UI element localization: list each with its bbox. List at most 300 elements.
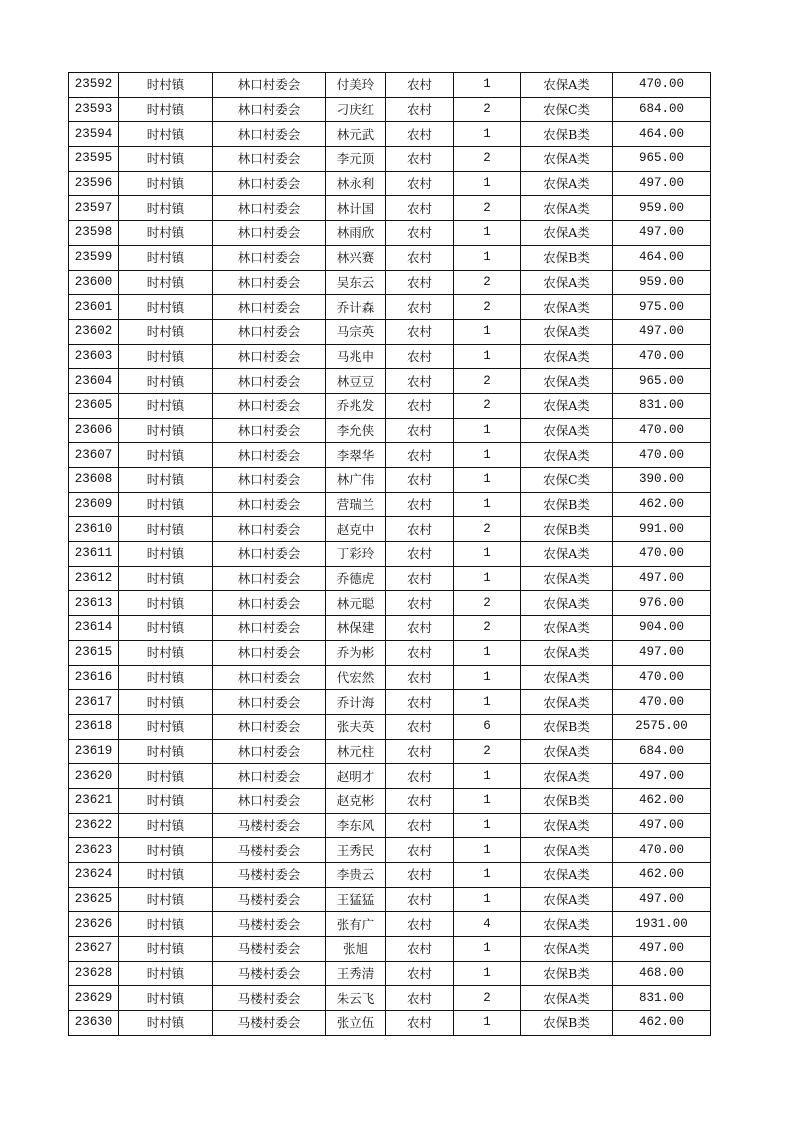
amount-cell: 976.00	[613, 591, 711, 616]
household-type-cell: 农村	[386, 221, 454, 246]
member-count-cell: 1	[454, 418, 521, 443]
serial-cell: 23610	[69, 517, 119, 542]
household-type-cell: 农村	[386, 863, 454, 888]
village-cell: 林口村委会	[213, 122, 326, 147]
table-row	[69, 443, 711, 468]
town-cell: 时村镇	[119, 97, 213, 122]
name-cell: 林永利	[326, 171, 386, 196]
member-count-cell: 1	[454, 344, 521, 369]
village-cell: 马楼村委会	[213, 986, 326, 1011]
category-cell: 农保B类	[521, 1011, 613, 1036]
serial-cell: 23602	[69, 319, 119, 344]
amount-cell: 462.00	[613, 788, 711, 813]
amount-cell: 965.00	[613, 369, 711, 394]
village-cell: 林口村委会	[213, 616, 326, 641]
household-type-cell: 农村	[386, 665, 454, 690]
serial-cell: 23613	[69, 591, 119, 616]
amount-cell: 959.00	[613, 196, 711, 221]
town-cell: 时村镇	[119, 961, 213, 986]
member-count-cell: 6	[454, 714, 521, 739]
village-cell: 林口村委会	[213, 640, 326, 665]
table-row	[69, 912, 711, 937]
name-cell: 乔兆发	[326, 393, 386, 418]
town-cell: 时村镇	[119, 813, 213, 838]
town-cell: 时村镇	[119, 319, 213, 344]
amount-cell: 464.00	[613, 122, 711, 147]
category-cell: 农保A类	[521, 418, 613, 443]
amount-cell: 497.00	[613, 764, 711, 789]
village-cell: 林口村委会	[213, 788, 326, 813]
name-cell: 朱云飞	[326, 986, 386, 1011]
serial-cell: 23624	[69, 863, 119, 888]
table-row	[69, 221, 711, 246]
town-cell: 时村镇	[119, 616, 213, 641]
table-row	[69, 393, 711, 418]
village-cell: 林口村委会	[213, 690, 326, 715]
member-count-cell: 2	[454, 369, 521, 394]
household-type-cell: 农村	[386, 468, 454, 493]
serial-cell: 23601	[69, 295, 119, 320]
household-type-cell: 农村	[386, 492, 454, 517]
category-cell: 农保A类	[521, 270, 613, 295]
table-row	[69, 122, 711, 147]
serial-cell: 23609	[69, 492, 119, 517]
town-cell: 时村镇	[119, 838, 213, 863]
amount-cell: 2575.00	[613, 714, 711, 739]
village-cell: 林口村委会	[213, 566, 326, 591]
member-count-cell: 1	[454, 566, 521, 591]
serial-cell: 23626	[69, 912, 119, 937]
amount-cell: 497.00	[613, 813, 711, 838]
category-cell: 农保A类	[521, 171, 613, 196]
name-cell: 张有广	[326, 912, 386, 937]
amount-cell: 470.00	[613, 665, 711, 690]
name-cell: 乔为彬	[326, 640, 386, 665]
town-cell: 时村镇	[119, 566, 213, 591]
table-row	[69, 887, 711, 912]
village-cell: 林口村委会	[213, 147, 326, 172]
category-cell: 农保A类	[521, 690, 613, 715]
town-cell: 时村镇	[119, 221, 213, 246]
table-row	[69, 270, 711, 295]
member-count-cell: 2	[454, 591, 521, 616]
serial-cell: 23600	[69, 270, 119, 295]
member-count-cell: 1	[454, 73, 521, 98]
town-cell: 时村镇	[119, 690, 213, 715]
table-row	[69, 739, 711, 764]
town-cell: 时村镇	[119, 937, 213, 962]
serial-cell: 23605	[69, 393, 119, 418]
amount-cell: 468.00	[613, 961, 711, 986]
category-cell: 农保A类	[521, 147, 613, 172]
name-cell: 林兴赛	[326, 245, 386, 270]
member-count-cell: 2	[454, 986, 521, 1011]
village-cell: 林口村委会	[213, 418, 326, 443]
member-count-cell: 2	[454, 517, 521, 542]
table-row	[69, 690, 711, 715]
category-cell: 农保B类	[521, 245, 613, 270]
household-type-cell: 农村	[386, 714, 454, 739]
member-count-cell: 1	[454, 221, 521, 246]
village-cell: 林口村委会	[213, 764, 326, 789]
category-cell: 农保B类	[521, 492, 613, 517]
category-cell: 农保A类	[521, 813, 613, 838]
name-cell: 林广伟	[326, 468, 386, 493]
amount-cell: 462.00	[613, 863, 711, 888]
town-cell: 时村镇	[119, 73, 213, 98]
household-type-cell: 农村	[386, 566, 454, 591]
category-cell: 农保A类	[521, 591, 613, 616]
household-type-cell: 农村	[386, 937, 454, 962]
village-cell: 马楼村委会	[213, 912, 326, 937]
table-row	[69, 714, 711, 739]
household-type-cell: 农村	[386, 270, 454, 295]
town-cell: 时村镇	[119, 122, 213, 147]
table-row	[69, 542, 711, 567]
table-row	[69, 764, 711, 789]
household-type-cell: 农村	[386, 97, 454, 122]
table-row	[69, 171, 711, 196]
amount-cell: 470.00	[613, 690, 711, 715]
category-cell: 农保C类	[521, 468, 613, 493]
name-cell: 王秀民	[326, 838, 386, 863]
records-table	[68, 72, 711, 1036]
town-cell: 时村镇	[119, 344, 213, 369]
amount-cell: 684.00	[613, 97, 711, 122]
village-cell: 林口村委会	[213, 369, 326, 394]
village-cell: 林口村委会	[213, 319, 326, 344]
serial-cell: 23608	[69, 468, 119, 493]
household-type-cell: 农村	[386, 73, 454, 98]
category-cell: 农保A类	[521, 566, 613, 591]
serial-cell: 23630	[69, 1011, 119, 1036]
town-cell: 时村镇	[119, 739, 213, 764]
town-cell: 时村镇	[119, 714, 213, 739]
town-cell: 时村镇	[119, 640, 213, 665]
name-cell: 马宗英	[326, 319, 386, 344]
name-cell: 李允侠	[326, 418, 386, 443]
amount-cell: 831.00	[613, 393, 711, 418]
amount-cell: 991.00	[613, 517, 711, 542]
category-cell: 农保A类	[521, 739, 613, 764]
category-cell: 农保A类	[521, 764, 613, 789]
name-cell: 付美玲	[326, 73, 386, 98]
village-cell: 马楼村委会	[213, 887, 326, 912]
category-cell: 农保A类	[521, 393, 613, 418]
amount-cell: 464.00	[613, 245, 711, 270]
town-cell: 时村镇	[119, 912, 213, 937]
table-row	[69, 73, 711, 98]
name-cell: 林计国	[326, 196, 386, 221]
village-cell: 马楼村委会	[213, 937, 326, 962]
amount-cell: 497.00	[613, 319, 711, 344]
table-row	[69, 196, 711, 221]
serial-cell: 23603	[69, 344, 119, 369]
name-cell: 张夫英	[326, 714, 386, 739]
town-cell: 时村镇	[119, 542, 213, 567]
town-cell: 时村镇	[119, 393, 213, 418]
table-row	[69, 838, 711, 863]
amount-cell: 684.00	[613, 739, 711, 764]
table-row	[69, 616, 711, 641]
amount-cell: 497.00	[613, 937, 711, 962]
member-count-cell: 4	[454, 912, 521, 937]
serial-cell: 23606	[69, 418, 119, 443]
member-count-cell: 1	[454, 443, 521, 468]
member-count-cell: 1	[454, 764, 521, 789]
name-cell: 林雨欣	[326, 221, 386, 246]
category-cell: 农保A类	[521, 912, 613, 937]
member-count-cell: 1	[454, 887, 521, 912]
household-type-cell: 农村	[386, 418, 454, 443]
household-type-cell: 农村	[386, 986, 454, 1011]
household-type-cell: 农村	[386, 739, 454, 764]
serial-cell: 23592	[69, 73, 119, 98]
table-row	[69, 937, 711, 962]
name-cell: 林元武	[326, 122, 386, 147]
household-type-cell: 农村	[386, 640, 454, 665]
village-cell: 林口村委会	[213, 97, 326, 122]
household-type-cell: 农村	[386, 690, 454, 715]
household-type-cell: 农村	[386, 147, 454, 172]
table-row	[69, 566, 711, 591]
table-row	[69, 147, 711, 172]
amount-cell: 1931.00	[613, 912, 711, 937]
amount-cell: 470.00	[613, 344, 711, 369]
village-cell: 林口村委会	[213, 591, 326, 616]
town-cell: 时村镇	[119, 788, 213, 813]
amount-cell: 497.00	[613, 171, 711, 196]
category-cell: 农保A类	[521, 344, 613, 369]
name-cell: 李东风	[326, 813, 386, 838]
village-cell: 林口村委会	[213, 492, 326, 517]
village-cell: 林口村委会	[213, 221, 326, 246]
serial-cell: 23614	[69, 616, 119, 641]
member-count-cell: 1	[454, 245, 521, 270]
village-cell: 马楼村委会	[213, 961, 326, 986]
household-type-cell: 农村	[386, 961, 454, 986]
name-cell: 林豆豆	[326, 369, 386, 394]
member-count-cell: 2	[454, 147, 521, 172]
member-count-cell: 2	[454, 97, 521, 122]
serial-cell: 23615	[69, 640, 119, 665]
table-row	[69, 788, 711, 813]
town-cell: 时村镇	[119, 147, 213, 172]
serial-cell: 23598	[69, 221, 119, 246]
serial-cell: 23622	[69, 813, 119, 838]
household-type-cell: 农村	[386, 196, 454, 221]
member-count-cell: 1	[454, 468, 521, 493]
member-count-cell: 1	[454, 690, 521, 715]
category-cell: 农保A类	[521, 838, 613, 863]
household-type-cell: 农村	[386, 369, 454, 394]
town-cell: 时村镇	[119, 764, 213, 789]
town-cell: 时村镇	[119, 887, 213, 912]
name-cell: 乔计海	[326, 690, 386, 715]
serial-cell: 23595	[69, 147, 119, 172]
category-cell: 农保B类	[521, 788, 613, 813]
category-cell: 农保A类	[521, 986, 613, 1011]
serial-cell: 23621	[69, 788, 119, 813]
household-type-cell: 农村	[386, 443, 454, 468]
name-cell: 王秀清	[326, 961, 386, 986]
village-cell: 马楼村委会	[213, 838, 326, 863]
serial-cell: 23617	[69, 690, 119, 715]
amount-cell: 831.00	[613, 986, 711, 1011]
category-cell: 农保A类	[521, 542, 613, 567]
village-cell: 林口村委会	[213, 171, 326, 196]
village-cell: 林口村委会	[213, 295, 326, 320]
member-count-cell: 1	[454, 838, 521, 863]
village-cell: 林口村委会	[213, 517, 326, 542]
household-type-cell: 农村	[386, 171, 454, 196]
serial-cell: 23599	[69, 245, 119, 270]
town-cell: 时村镇	[119, 196, 213, 221]
member-count-cell: 1	[454, 788, 521, 813]
village-cell: 林口村委会	[213, 73, 326, 98]
name-cell: 吴东云	[326, 270, 386, 295]
table-row	[69, 591, 711, 616]
serial-cell: 23619	[69, 739, 119, 764]
member-count-cell: 1	[454, 319, 521, 344]
serial-cell: 23628	[69, 961, 119, 986]
village-cell: 马楼村委会	[213, 863, 326, 888]
household-type-cell: 农村	[386, 295, 454, 320]
category-cell: 农保B类	[521, 961, 613, 986]
member-count-cell: 1	[454, 1011, 521, 1036]
serial-cell: 23618	[69, 714, 119, 739]
name-cell: 林元柱	[326, 739, 386, 764]
member-count-cell: 2	[454, 295, 521, 320]
category-cell: 农保B类	[521, 517, 613, 542]
serial-cell: 23612	[69, 566, 119, 591]
town-cell: 时村镇	[119, 986, 213, 1011]
serial-cell: 23607	[69, 443, 119, 468]
category-cell: 农保A类	[521, 640, 613, 665]
amount-cell: 959.00	[613, 270, 711, 295]
table-row	[69, 492, 711, 517]
table-row	[69, 418, 711, 443]
amount-cell: 497.00	[613, 640, 711, 665]
category-cell: 农保A类	[521, 73, 613, 98]
household-type-cell: 农村	[386, 122, 454, 147]
serial-cell: 23611	[69, 542, 119, 567]
household-type-cell: 农村	[386, 788, 454, 813]
amount-cell: 975.00	[613, 295, 711, 320]
name-cell: 马兆申	[326, 344, 386, 369]
serial-cell: 23593	[69, 97, 119, 122]
table-row	[69, 295, 711, 320]
amount-cell: 470.00	[613, 73, 711, 98]
village-cell: 林口村委会	[213, 245, 326, 270]
household-type-cell: 农村	[386, 344, 454, 369]
category-cell: 农保A类	[521, 887, 613, 912]
serial-cell: 23627	[69, 937, 119, 962]
amount-cell: 497.00	[613, 566, 711, 591]
category-cell: 农保A类	[521, 937, 613, 962]
category-cell: 农保A类	[521, 196, 613, 221]
village-cell: 林口村委会	[213, 196, 326, 221]
serial-cell: 23597	[69, 196, 119, 221]
town-cell: 时村镇	[119, 1011, 213, 1036]
name-cell: 王猛猛	[326, 887, 386, 912]
table-row	[69, 97, 711, 122]
village-cell: 林口村委会	[213, 344, 326, 369]
village-cell: 林口村委会	[213, 393, 326, 418]
village-cell: 林口村委会	[213, 665, 326, 690]
category-cell: 农保A类	[521, 443, 613, 468]
table-body	[69, 73, 711, 1036]
village-cell: 林口村委会	[213, 542, 326, 567]
town-cell: 时村镇	[119, 468, 213, 493]
table-row	[69, 344, 711, 369]
amount-cell: 904.00	[613, 616, 711, 641]
serial-cell: 23629	[69, 986, 119, 1011]
member-count-cell: 2	[454, 393, 521, 418]
town-cell: 时村镇	[119, 369, 213, 394]
member-count-cell: 1	[454, 961, 521, 986]
village-cell: 林口村委会	[213, 714, 326, 739]
household-type-cell: 农村	[386, 1011, 454, 1036]
name-cell: 代宏然	[326, 665, 386, 690]
household-type-cell: 农村	[386, 245, 454, 270]
table-row	[69, 1011, 711, 1036]
table-row	[69, 369, 711, 394]
serial-cell: 23604	[69, 369, 119, 394]
town-cell: 时村镇	[119, 171, 213, 196]
town-cell: 时村镇	[119, 863, 213, 888]
category-cell: 农保A类	[521, 616, 613, 641]
village-cell: 林口村委会	[213, 443, 326, 468]
category-cell: 农保A类	[521, 319, 613, 344]
table-row	[69, 986, 711, 1011]
town-cell: 时村镇	[119, 591, 213, 616]
amount-cell: 965.00	[613, 147, 711, 172]
table-row	[69, 468, 711, 493]
table-row	[69, 813, 711, 838]
table-row	[69, 245, 711, 270]
town-cell: 时村镇	[119, 270, 213, 295]
name-cell: 张旭	[326, 937, 386, 962]
name-cell: 营瑞兰	[326, 492, 386, 517]
table-row	[69, 517, 711, 542]
amount-cell: 497.00	[613, 221, 711, 246]
member-count-cell: 2	[454, 739, 521, 764]
town-cell: 时村镇	[119, 517, 213, 542]
member-count-cell: 2	[454, 616, 521, 641]
village-cell: 马楼村委会	[213, 813, 326, 838]
member-count-cell: 2	[454, 196, 521, 221]
serial-cell: 23596	[69, 171, 119, 196]
name-cell: 乔计森	[326, 295, 386, 320]
member-count-cell: 1	[454, 640, 521, 665]
serial-cell: 23620	[69, 764, 119, 789]
member-count-cell: 1	[454, 122, 521, 147]
town-cell: 时村镇	[119, 418, 213, 443]
amount-cell: 497.00	[613, 887, 711, 912]
village-cell: 马楼村委会	[213, 1011, 326, 1036]
amount-cell: 470.00	[613, 418, 711, 443]
table-row	[69, 640, 711, 665]
table-row	[69, 665, 711, 690]
household-type-cell: 农村	[386, 616, 454, 641]
household-type-cell: 农村	[386, 764, 454, 789]
name-cell: 刁庆红	[326, 97, 386, 122]
serial-cell: 23625	[69, 887, 119, 912]
household-type-cell: 农村	[386, 912, 454, 937]
name-cell: 李贵云	[326, 863, 386, 888]
amount-cell: 470.00	[613, 838, 711, 863]
